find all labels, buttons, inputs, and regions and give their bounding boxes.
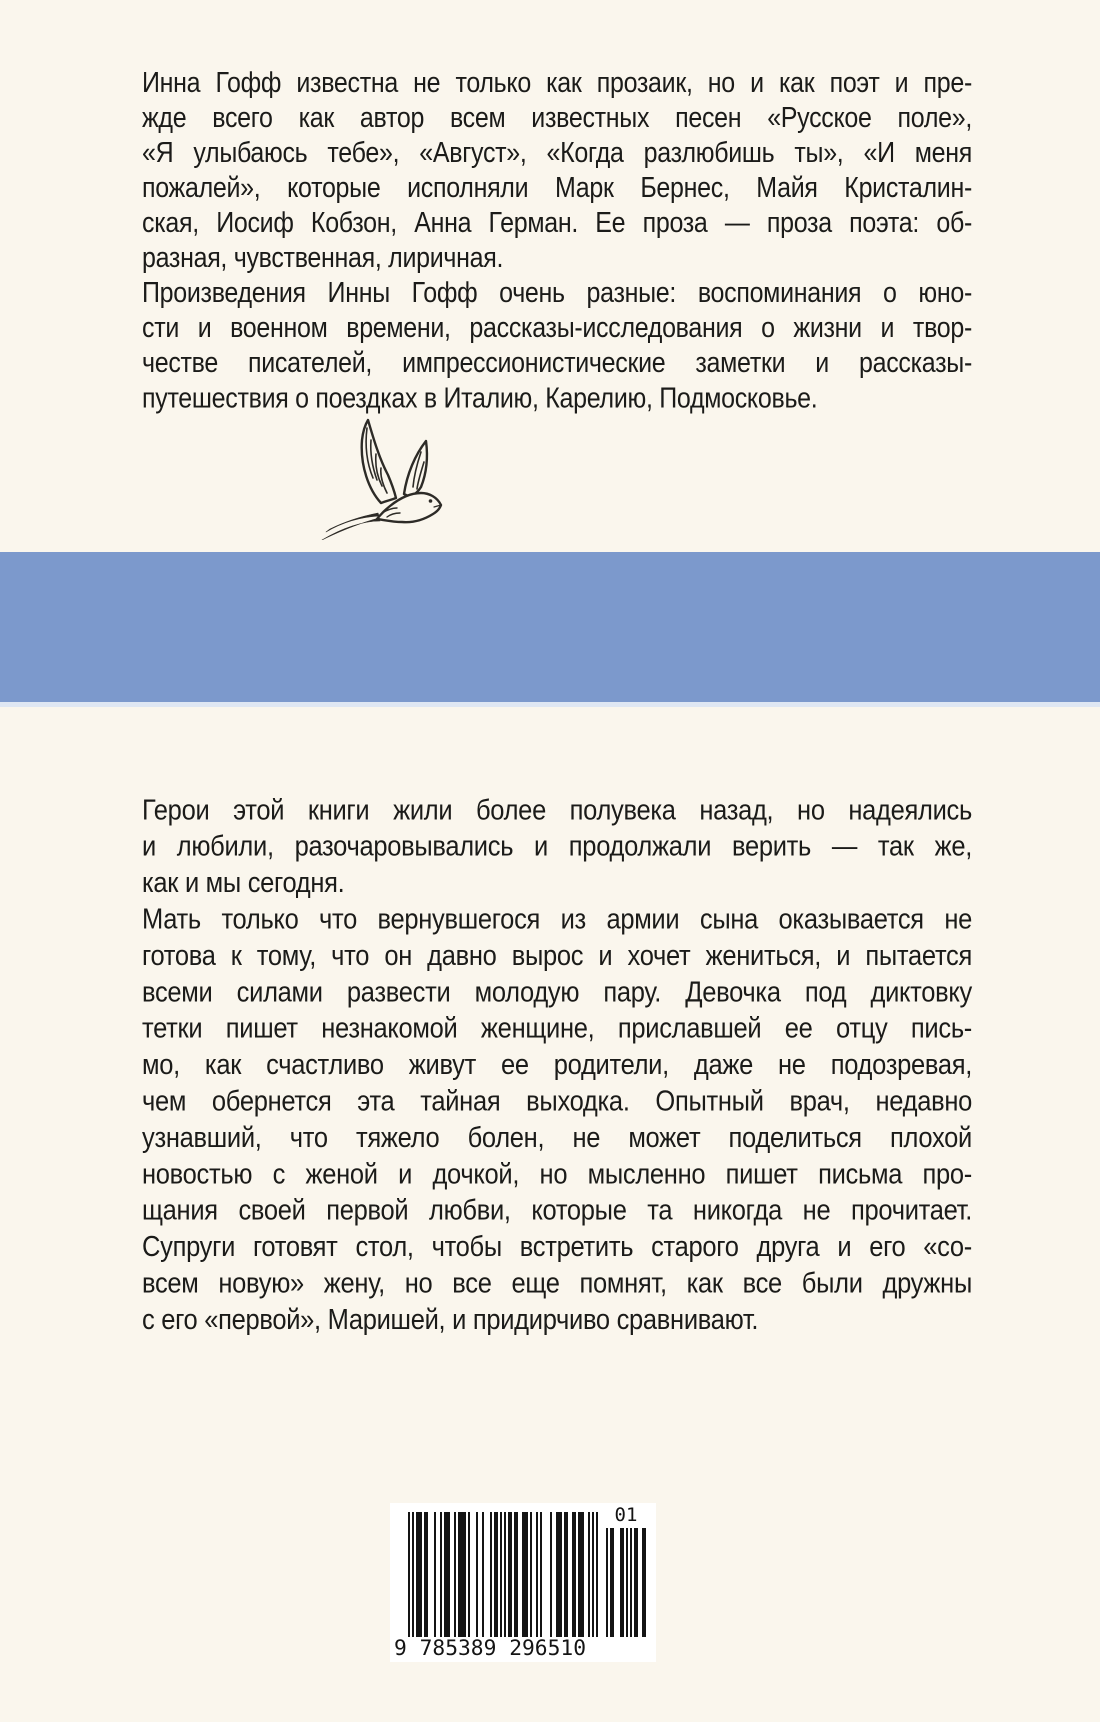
text-line: мо, как счастливо живут ее родители, даже не подозревая, bbox=[142, 1049, 972, 1081]
barcode-number: 9 785389 296510 bbox=[394, 1636, 586, 1660]
text-line: разная, чувственная, лиричная. bbox=[142, 242, 504, 274]
text-line: всем новую» жену, но все еще помнят, как все были дружны bbox=[142, 1267, 972, 1300]
text-line: пожалей», которые исполняли Марк Бернес, Майя Кристалин- bbox=[142, 172, 972, 204]
text-line: жде всего как автор всем известных песен «Русское поле», bbox=[142, 102, 972, 134]
text-line: и любили, разочаровывались и продолжали верить — так же, bbox=[142, 830, 972, 863]
spine-color-band bbox=[0, 552, 1100, 702]
barcode-panel bbox=[390, 1503, 656, 1662]
text-line: Герои этой книги жили более полувека назад, но надеялись bbox=[142, 794, 972, 827]
barcode-bars bbox=[408, 1512, 598, 1637]
text-line: всеми силами развести молодую пару. Девочка под диктовку bbox=[142, 976, 972, 1009]
swallow-icon bbox=[318, 415, 448, 540]
ean13-barcode bbox=[390, 1503, 656, 1662]
text-line: ская, Иосиф Кобзон, Анна Герман. Ее проза — проза поэта: об- bbox=[142, 207, 972, 239]
text-line: Мать только что вернувшегося из армии сына оказывается не bbox=[142, 903, 972, 936]
text-line: новостью с женой и дочкой, но мысленно пишет письма про- bbox=[142, 1158, 972, 1191]
band-bottom-edge bbox=[0, 702, 1100, 707]
text-line: сти и военном времени, рассказы-исследования о жизни и твор- bbox=[142, 312, 972, 344]
text-line: с его «первой», Маришей, и придирчиво сравнивают. bbox=[142, 1303, 759, 1336]
text-line: узнавший, что тяжело болен, не может поделиться плохой bbox=[142, 1121, 972, 1154]
synopsis-text bbox=[142, 792, 972, 1338]
text-line: как и мы сегодня. bbox=[142, 867, 345, 899]
text-line: щания своей первой любви, которые та никогда не прочитает. bbox=[142, 1194, 972, 1227]
text-line: Супруги готовят стол, чтобы встретить старого друга и его «со- bbox=[142, 1231, 972, 1263]
text-line: тетки пишет незнакомой женщине, приславшей ее отцу пись- bbox=[142, 1012, 972, 1045]
author-annotation-text bbox=[142, 66, 972, 416]
barcode-addon-bars bbox=[606, 1528, 646, 1637]
text-line: Произведения Инны Гофф очень разные: воспоминания о юно- bbox=[142, 277, 972, 309]
text-line: «Я улыбаюсь тебе», «Август», «Когда разлюбишь ты», «И меня bbox=[142, 137, 972, 169]
barcode-addon-label: 01 bbox=[614, 1504, 638, 1526]
text-line: путешествия о поездках в Италию, Карелию, Подмосковье. bbox=[142, 382, 818, 415]
text-line: готова к тому, что он давно вырос и хочет жениться, и пытается bbox=[142, 939, 972, 972]
text-line: честве писателей, импрессионистические заметки и рассказы- bbox=[142, 347, 972, 380]
text-line: Инна Гофф известна не только как прозаик, но и как поэт и пре- bbox=[142, 67, 972, 99]
text-line: чем обернется эта тайная выходка. Опытный врач, недавно bbox=[142, 1085, 972, 1118]
